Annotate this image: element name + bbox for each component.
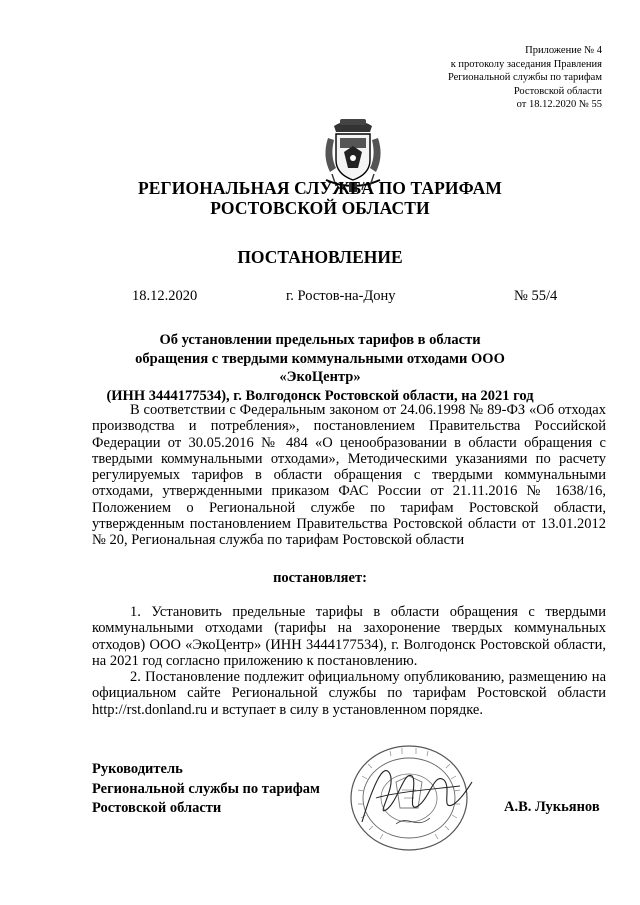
subject-line: Об установлении предельных тарифов в области: [159, 332, 481, 348]
appendix-line: от 18.12.2020 № 55: [516, 99, 602, 111]
document-number: № 55/4: [514, 288, 558, 304]
signatory-title-line: Ростовской области: [92, 800, 222, 816]
handwritten-signature: [356, 752, 476, 842]
decree-word: постановляет:: [273, 570, 367, 586]
signatory-title-line: Региональной службы по тарифам: [92, 780, 320, 797]
appendix-line: Приложение № 4: [525, 45, 602, 56]
appendix-line: к протоколу заседания Правления: [450, 58, 602, 70]
signatory-title: [92, 760, 320, 819]
preamble: [92, 402, 606, 549]
document-date: 18.12.2020: [132, 288, 198, 304]
document-subject: [95, 331, 545, 405]
preamble-paragraph: В соответствии с Федеральным законом от 24.06.1998 № 89-ФЗ «Об отходах производства и потребления», постановлением Правительства Российской Федерации от 30.05.2016 № 484 «О ценообразовании в области обращения с твердыми коммунальными отходами», Методическими указаниями по расчету регулируемых тарифов в области обращения с твердыми коммунальными отходами, утвержденными приказом ФАС России от 21.11.2016 № 1638/16, Положением о Региональной службе по тарифам Ростовской области, утвержденным постановлением Правительства Ростовской области от 13.01.2012 № 20, Региональная служба по тарифам Ростовской области: [92, 402, 606, 549]
document-type: ПОСТАНОВЛЕНИЕ: [237, 247, 403, 267]
decree-item: 1. Установить предельные тарифы в области обращения с твердыми коммунальными отходами (тарифы на захоронение твердых коммунальных отходов) ООО «ЭкоЦентр» (ИНН 3444177534), г. Волгодонск Ростовской области, на 2021 год согласно приложению к постановлению.: [92, 604, 606, 669]
document-city: г. Ростов-на-Дону: [286, 288, 396, 304]
subject-line: обращения с твердыми коммунальными отходами ООО «ЭкоЦентр»: [135, 350, 505, 385]
agency-line: РОСТОВСКОЙ ОБЛАСТИ: [210, 198, 430, 218]
appendix-line: Региональной службы по тарифам: [447, 72, 602, 84]
appendix-note: [448, 44, 602, 112]
subject-line: (ИНН 3444177534), г. Волгодонск Ростовской области, на 2021 год: [106, 387, 534, 404]
signatory-name: А.В. Лукьянов: [504, 799, 600, 815]
signatory-title-line: Руководитель: [92, 761, 183, 777]
appendix-line: Ростовской области: [513, 85, 602, 97]
decree-item: 2. Постановление подлежит официальному опубликованию, размещению на официальном сайте Региональной службы по тарифам Ростовской области http://rst.donland.ru и вступает в силу в установленном порядке.: [92, 669, 606, 718]
agency-name: [0, 178, 640, 218]
decree-items: [92, 604, 606, 718]
agency-line: РЕГИОНАЛЬНАЯ СЛУЖБА ПО ТАРИФАМ: [137, 178, 502, 198]
